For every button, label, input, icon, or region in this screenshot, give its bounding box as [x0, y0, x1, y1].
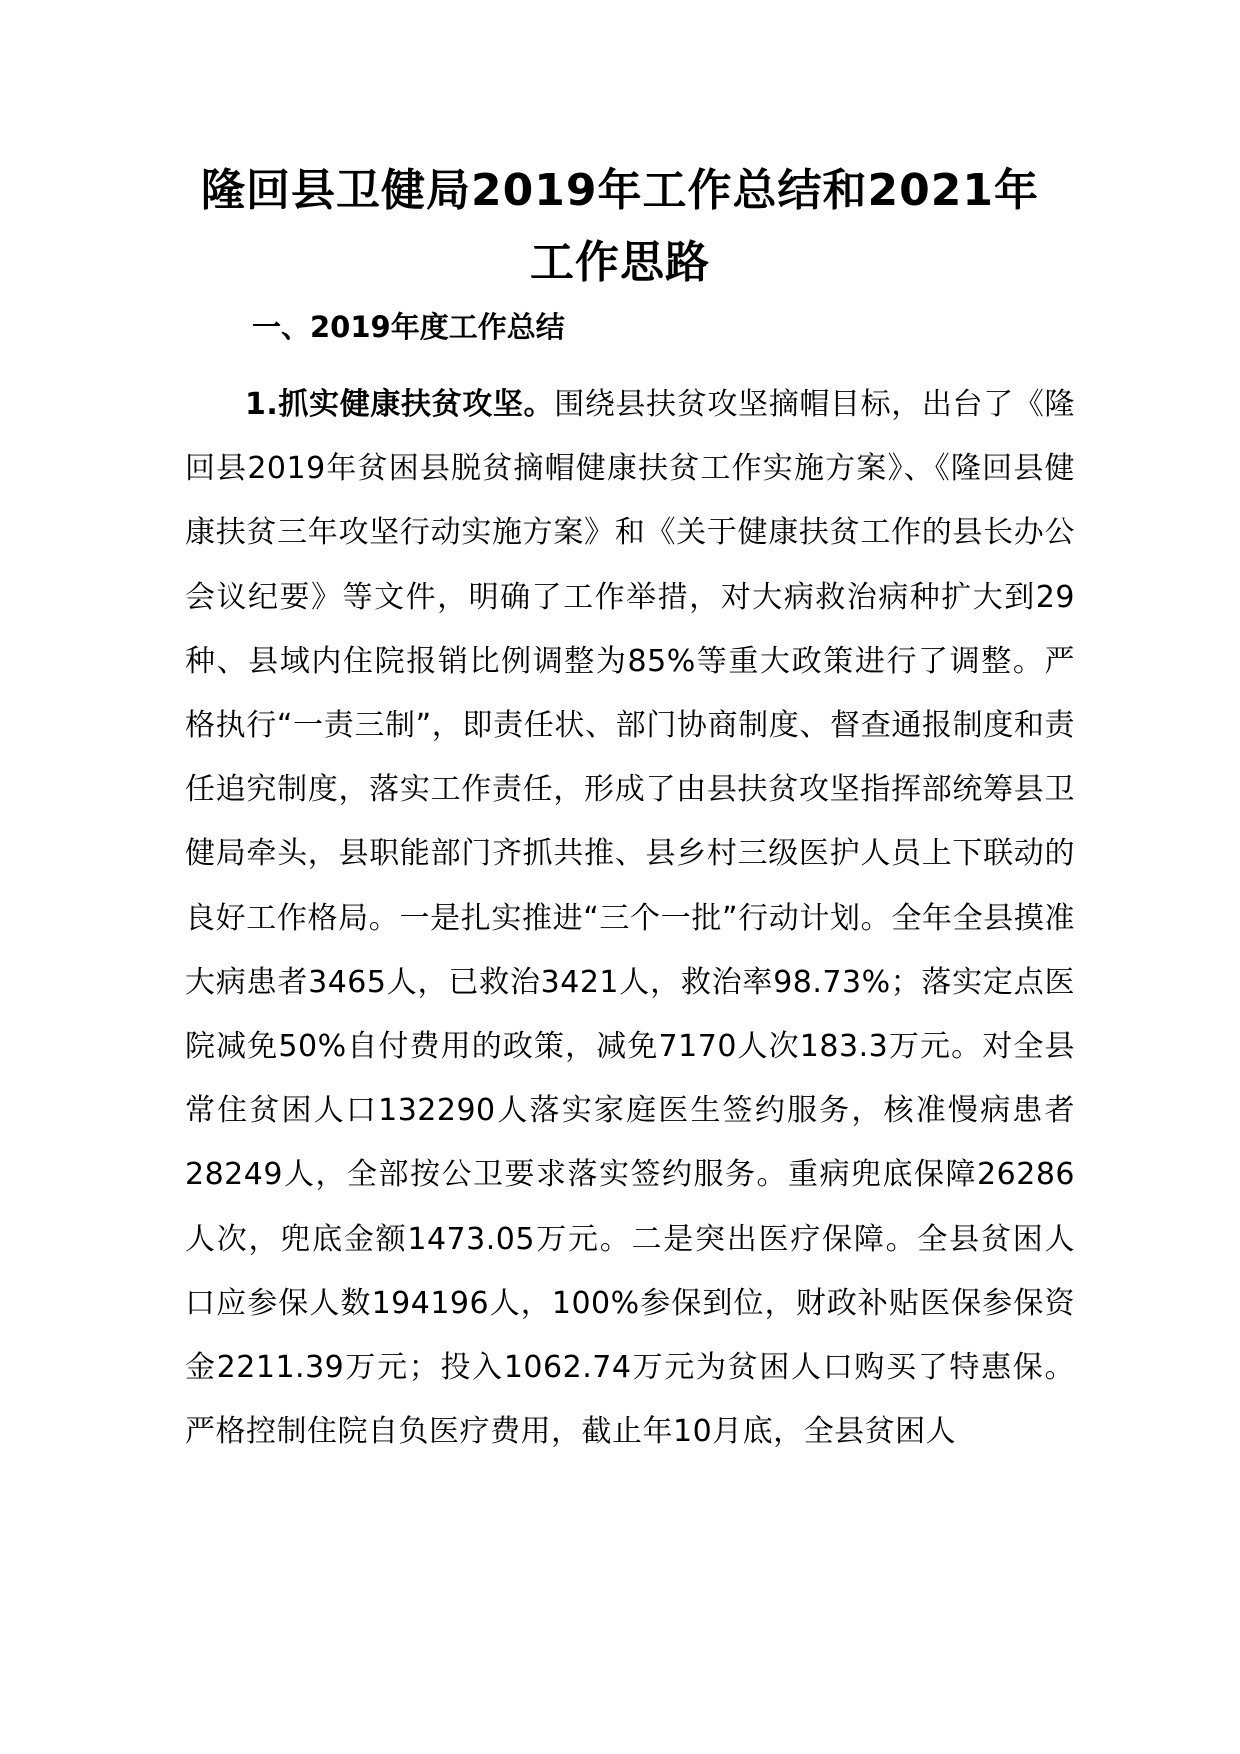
paragraph-lead: 1.抓实健康扶贫攻坚。	[245, 387, 555, 422]
document-title: 隆回县卫健局2019年工作总结和2021年工作思路	[201, 165, 1039, 288]
section-heading: 一、2019年度工作总结	[252, 310, 565, 344]
body-paragraph	[185, 373, 1075, 1464]
paragraph-text: 围绕县扶贫攻坚摘帽目标，出台了《隆回县2019年贫困县脱贫摘帽健康扶贫工作实施方案》、《隆回县健康扶贫三年攻坚行动实施方案》和《关于健康扶贫工作的县长办公会议纪要》等文件，明确了工作举措，对大病救治病种扩大到29种、县域内住院报销比例调整为85%等重大政策进行了调整。严格执行“一责三制”，即责任状、部门协商制度、督查通报制度和责任追究制度，落实工作责任，形成了由县扶贫攻坚指挥部统筹县卫健局牵头，县职能部门齐抓共推、县乡村三级医护人员上下联动的良好工作格局。一是扎实推进“三个一批”行动计划。全年全县摸准大病患者3465人，已救治3421人，救治率98.73%；落实定点医院减免50%自付费用的政策，减免7170人次183.3万元。对全县常住贫困人口132290人落实家庭医生签约服务，核准慢病患者28249人，全部按公卫要求落实签约服务。重病兜底保障26286人次，兜底金额1473.05万元。二是突出医疗保障。全县贫困人口应参保人数194196人，100%参保到位，财政补贴医保参保资金2211.39万元；投入1062.74万元为贫困人口购买了特惠保。严格控制住院自负医疗费用，截止年10月底，全县贫困人	[185, 387, 1075, 1450]
